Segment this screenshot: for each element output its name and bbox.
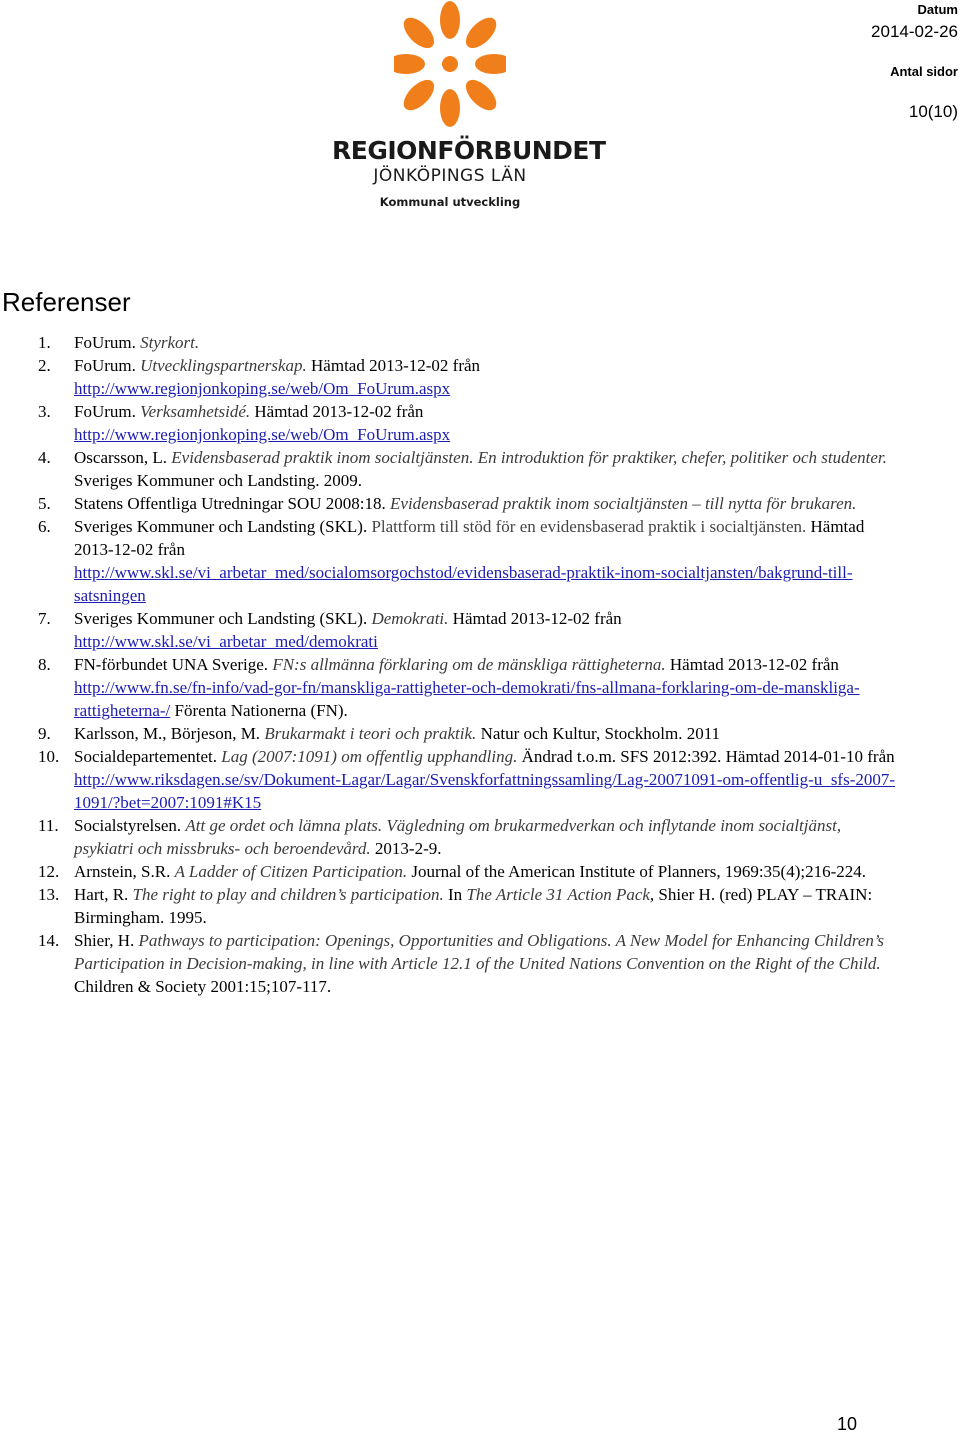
reference-title: Styrkort. — [140, 333, 200, 352]
reference-number: 3. — [38, 402, 51, 421]
reference-title: Pathways to participation: Openings, Opportunities and Obligations. A New Model for Enhancing Children’s Participation in Decision-making, in line with Article 12.1 of the United Nations Convention on the Right of the Child. — [74, 931, 884, 973]
reference-publisher: Förenta Nationerna (FN). — [170, 701, 348, 720]
reference-number: 6. — [38, 517, 51, 536]
reference-number: 5. — [38, 494, 51, 513]
page-number: 10 — [836, 1414, 857, 1434]
reference-link[interactable]: http://www.skl.se/vi_arbetar_med/demokrati — [74, 632, 378, 651]
reference-title: Lag (2007:1091) om offentlig upphandling. — [221, 747, 518, 766]
reference-item — [0, 492, 900, 515]
reference-number: 12. — [38, 862, 60, 881]
flower-logo-icon — [394, 0, 506, 132]
reference-text: FoUrum. — [74, 333, 141, 352]
reference-title: Att ge ordet och lämna plats. Vägledning om brukarmedverkan och inflytande inom socialtjänst, psykiatri och missbruks- och beroendevård. — [74, 816, 842, 858]
reference-source: Natur och Kultur, Stockholm. 2011 — [476, 724, 721, 743]
reference-text: Sveriges Kommuner och Landsting (SKL). — [74, 609, 372, 628]
reference-source: Hämtad 2013-12-02 från — [448, 609, 622, 628]
reference-item — [0, 331, 900, 354]
reference-item — [0, 814, 900, 860]
reference-source: 2013-2-9. — [370, 839, 442, 858]
reference-number: 1. — [38, 333, 51, 352]
reference-text: Oscarsson, L. — [74, 448, 172, 467]
reference-item — [0, 607, 900, 653]
reference-text: Shier, H. — [74, 931, 139, 950]
page-count-label: Antal sidor — [890, 64, 958, 79]
reference-text: Sveriges Kommuner och Landsting (SKL). — [74, 517, 372, 536]
section-title: Referenser — [2, 287, 131, 317]
reference-title: Brukarmakt i teori och praktik. — [264, 724, 477, 743]
page-count-value: 10(10) — [908, 102, 958, 121]
reference-text: Socialstyrelsen. — [74, 816, 186, 835]
logo-tagline: Kommunal utveckling — [379, 195, 521, 209]
reference-number: 8. — [38, 655, 51, 674]
reference-item — [0, 745, 900, 814]
reference-text: Socialdepartementet. — [74, 747, 222, 766]
logo-org-name: REGIONFÖRBUNDET — [332, 136, 606, 165]
reference-number: 11. — [38, 816, 59, 835]
reference-text: Arnstein, S.R. — [74, 862, 175, 881]
reference-title: FN:s allmänna förklaring om de mänskliga rättigheterna. — [272, 655, 666, 674]
reference-link[interactable]: http://www.regionjonkoping.se/web/Om_FoUrum.aspx — [74, 379, 451, 398]
reference-source: Sveriges Kommuner och Landsting. 2009. — [74, 471, 363, 490]
reference-item — [0, 722, 900, 745]
reference-title: A Ladder of Citizen Participation. — [174, 862, 408, 881]
reference-number: 10. — [38, 747, 60, 766]
reference-text: FoUrum. — [74, 402, 141, 421]
date-value: 2014-02-26 — [871, 22, 958, 41]
reference-number: 13. — [38, 885, 60, 904]
reference-title: Evidensbaserad praktik inom socialtjänsten – till nytta för brukaren. — [390, 494, 857, 513]
reference-text: Statens Offentliga Utredningar SOU 2008:18. — [74, 494, 391, 513]
reference-title: The right to play and children’s participation. — [132, 885, 444, 904]
reference-collection: The Article 31 Action Pack — [466, 885, 650, 904]
reference-title: Utvecklingspartnerskap. — [140, 356, 307, 375]
reference-item — [0, 653, 900, 722]
reference-text: FN-förbundet UNA Sverige. — [74, 655, 273, 674]
reference-number: 2. — [38, 356, 51, 375]
reference-title: Plattform till stöd för en evidensbaserad praktik i socialtjänsten. — [371, 517, 807, 536]
reference-list — [0, 331, 900, 998]
reference-title: Demokrati. — [371, 609, 449, 628]
reference-source: Hämtad 2013-12-02 från — [665, 655, 839, 674]
reference-number: 14. — [38, 931, 60, 950]
regionforbundet-logo — [332, 0, 606, 215]
reference-number: 4. — [38, 448, 51, 467]
reference-item — [0, 929, 900, 998]
reference-source: Hämtad 2013-12-02 från — [250, 402, 424, 421]
reference-link[interactable]: http://www.fn.se/fn-info/vad-gor-fn/manskliga-rattigheter-och-demokrati/fns-allmana-forklaring-om-de-manskliga-rattigheterna-/ — [74, 678, 860, 720]
reference-source: Journal of the American Institute of Planners, 1969:35(4);216-224. — [407, 862, 867, 881]
reference-text: Hart, R. — [74, 885, 133, 904]
reference-title: Verksamhetsidé. — [140, 402, 251, 421]
reference-title: Evidensbaserad praktik inom socialtjänsten. En introduktion för praktiker, chefer, politiker och studenter. — [171, 448, 887, 467]
reference-text: Karlsson, M., Börjeson, M. — [74, 724, 265, 743]
reference-publisher: , Shier H. (red) PLAY – TRAIN: Birmingham. 1995. — [74, 885, 873, 927]
reference-item — [0, 446, 900, 492]
reference-source: Hämtad 2013-12-02 från — [306, 356, 481, 375]
logo-region-name: JÖNKÖPINGS LÄN — [373, 166, 527, 186]
date-label: Datum — [917, 2, 958, 17]
reference-number: 9. — [38, 724, 51, 743]
reference-number: 7. — [38, 609, 51, 628]
reference-item — [0, 860, 900, 883]
reference-link[interactable]: http://www.regionjonkoping.se/web/Om_FoUrum.aspx — [74, 425, 451, 444]
reference-source: In — [443, 885, 467, 904]
reference-link[interactable]: http://www.skl.se/vi_arbetar_med/socialomsorgochstod/evidensbaserad-praktik-inom-socialtjansten/bakgrund-till-satsningen — [74, 563, 853, 605]
reference-link[interactable]: http://www.riksdagen.se/sv/Dokument-Lagar/Lagar/Svenskforfattningssamling/Lag-20071091-om-offentlig-u_sfs-2007-1091/?bet=2007:1091#K15 — [74, 770, 896, 812]
reference-text: FoUrum. — [74, 356, 141, 375]
reference-item — [0, 354, 900, 400]
reference-source: Ändrad t.o.m. SFS 2012:392. Hämtad 2014-01-10 från — [517, 747, 895, 766]
reference-item — [0, 515, 900, 607]
reference-item — [0, 400, 900, 446]
reference-item — [0, 883, 900, 929]
reference-source: Hämtad 2013-12-02 från — [74, 517, 865, 559]
reference-source: Children & Society 2001:15;107-117. — [74, 977, 332, 996]
